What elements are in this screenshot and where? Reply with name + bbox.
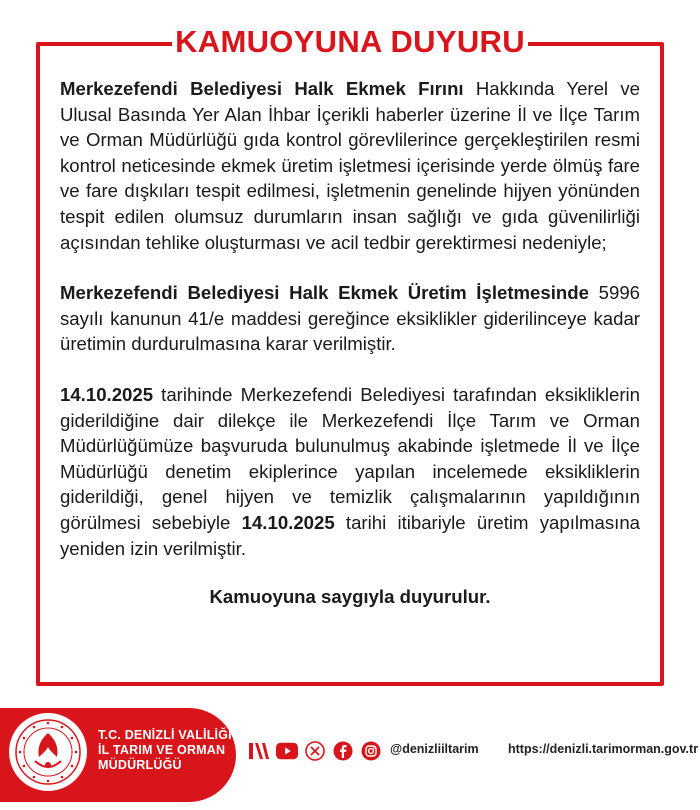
footer-red-band: [0, 708, 236, 802]
social-handle[interactable]: @denizliiltarim: [390, 742, 479, 756]
org-line-3: MÜDÜRLÜĞÜ: [98, 758, 182, 772]
footer: [0, 708, 700, 810]
title-container: [172, 22, 528, 62]
page-title: KAMUOYUNA DUYURU: [175, 24, 525, 59]
signoff: Kamuoyuna saygıyla duyurulur.: [209, 586, 491, 608]
instagram-icon[interactable]: [360, 740, 382, 762]
social-icons: [248, 740, 382, 762]
paragraph-3-text-2: tarihi itibariyle üretim yapılmasına yeniden izin verilmiştir.: [60, 511, 641, 559]
paragraph-1-text: Hakkında Yerel ve Ulusal Basında Yer Alan İhbar İçerikli haberler üzerine İl ve İlçe Tarım ve Orman Müdürlüğü gıda kontrol görevlilerince gerçekleştirilen resmi kontrol neticesinde ekmek üretim işletmesi içerisinde yerde ölmüş fare ve fare dışkıları tespit edilmesi, işletmenin genelinde hijyen yönünden tespit edilen olumsuz durumların insan sağlığı ve gıda güvenilirliği açısından tehlike oluşturması ve acil tedbir gerektirmesi nedeniyle;: [60, 78, 640, 253]
paragraph-2-text: 5996 sayılı kanunun 41/e maddesi gereğince eksiklikler giderilinceye kadar üretimin durdurulmasına karar verilmiştir.: [60, 282, 641, 355]
paragraph-1-bold: Merkezefendi Belediyesi Halk Ekmek Fırını: [60, 78, 464, 99]
paragraph-3-text-1: tarihinde Merkezefendi Belediyesi tarafından eksikliklerin giderildiğine dair dilekçe ile Merkezefendi İlçe Tarım ve Orman Müdürlüğümüze başvuruda bulunulmuş akabinde işletmede İl ve İlçe Müdürlüğü denetim ekiplerince yapılan incelemede eksikliklerin giderildiği, genel hijyen ve temizlik çalışmalarının yapıldığının görülmesi sebebiyle: [60, 383, 640, 533]
paragraph-3-date-2: 14.10.2025: [241, 511, 335, 533]
website-link[interactable]: https://denizli.tarimorman.gov.tr: [508, 742, 699, 756]
facebook-icon[interactable]: [332, 740, 354, 762]
paragraph-3: [60, 382, 640, 561]
x-icon[interactable]: [304, 740, 326, 762]
youtube-icon[interactable]: [276, 740, 298, 762]
organization-name: [98, 728, 232, 773]
paragraph-3-date-1: 14.10.2025: [60, 383, 154, 405]
ministry-seal-icon: [6, 710, 90, 794]
org-line-2: İL TARIM VE ORMAN: [98, 743, 226, 757]
announcement-body: [60, 76, 640, 635]
paragraph-2-bold: Merkezefendi Belediyesi Halk Ekmek Üretim İşletmesinde: [60, 282, 589, 304]
paragraph-1: [60, 76, 640, 255]
paragraph-2: [60, 280, 640, 357]
org-line-1: T.C. DENİZLİ VALİLİĞİ: [98, 728, 232, 742]
nsosyal-icon[interactable]: [248, 740, 270, 762]
